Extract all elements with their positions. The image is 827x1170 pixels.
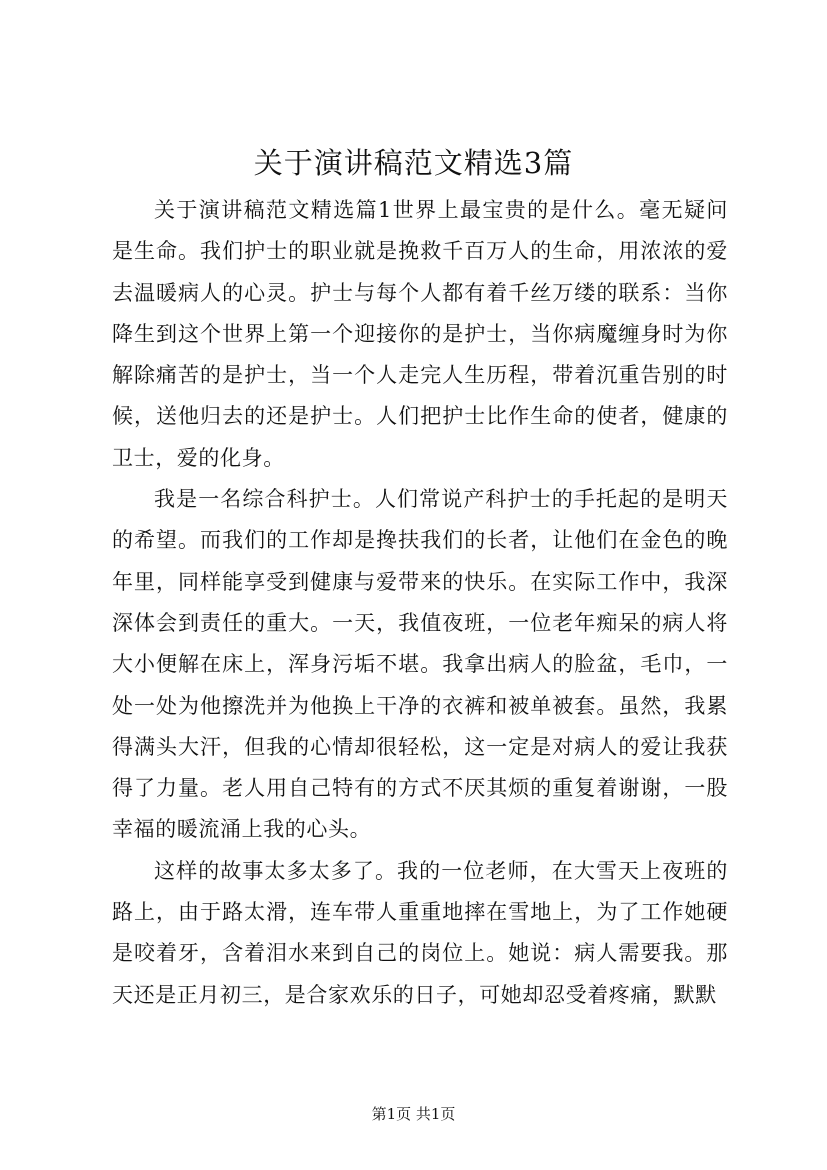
paragraph-3: 这样的故事太多太多了。我的一位老师，在大雪天上夜班的路上，由于路太滑，连车带人重重地摔在雪地上，为了工作她硬是咬着牙，含着泪水来到自己的岗位上。她说：病人需要我。那天还是正月初三，是合家欢乐的日子，可她却忍受着疼痛，默默 [112, 858, 728, 1007]
document-body [112, 190, 728, 1016]
paragraph-2: 我是一名综合科护士。人们常说产科护士的手托起的是明天的希望。而我们的工作却是搀扶我们的长者，让他们在金色的晚年里，同样能享受到健康与爱带来的快乐。在实际工作中，我深深体会到责任的重大。一天，我值夜班，一位老年痴呆的病人将大小便解在床上，浑身污垢不堪。我拿出病人的脸盆，毛巾，一处一处为他擦洗并为他换上干净的衣裤和被单被套。虽然，我累得满头大汗，但我的心情却很轻松，这一定是对病人的爱让我获得了力量。老人用自己特有的方式不厌其烦的重复着谢谢，一股幸福的暖流涌上我的心头。 [112, 487, 728, 842]
page-footer: 第1页 共1页 [371, 1105, 456, 1123]
document-title: 关于演讲稿范文精选3篇 [253, 146, 574, 180]
paragraph-1: 关于演讲稿范文精选篇1世界上最宝贵的是什么。毫无疑问是生命。我们护士的职业就是挽救千百万人的生命，用浓浓的爱去温暖病人的心灵。护士与每个人都有着千丝万缕的联系：当你降生到这个世界上第一个迎接你的是护士，当你病魔缠身时为你解除痛苦的是护士，当一个人走完人生历程，带着沉重告别的时候，送他归去的还是护士。人们把护士比作生命的使者，健康的卫士，爱的化身。 [112, 198, 728, 470]
